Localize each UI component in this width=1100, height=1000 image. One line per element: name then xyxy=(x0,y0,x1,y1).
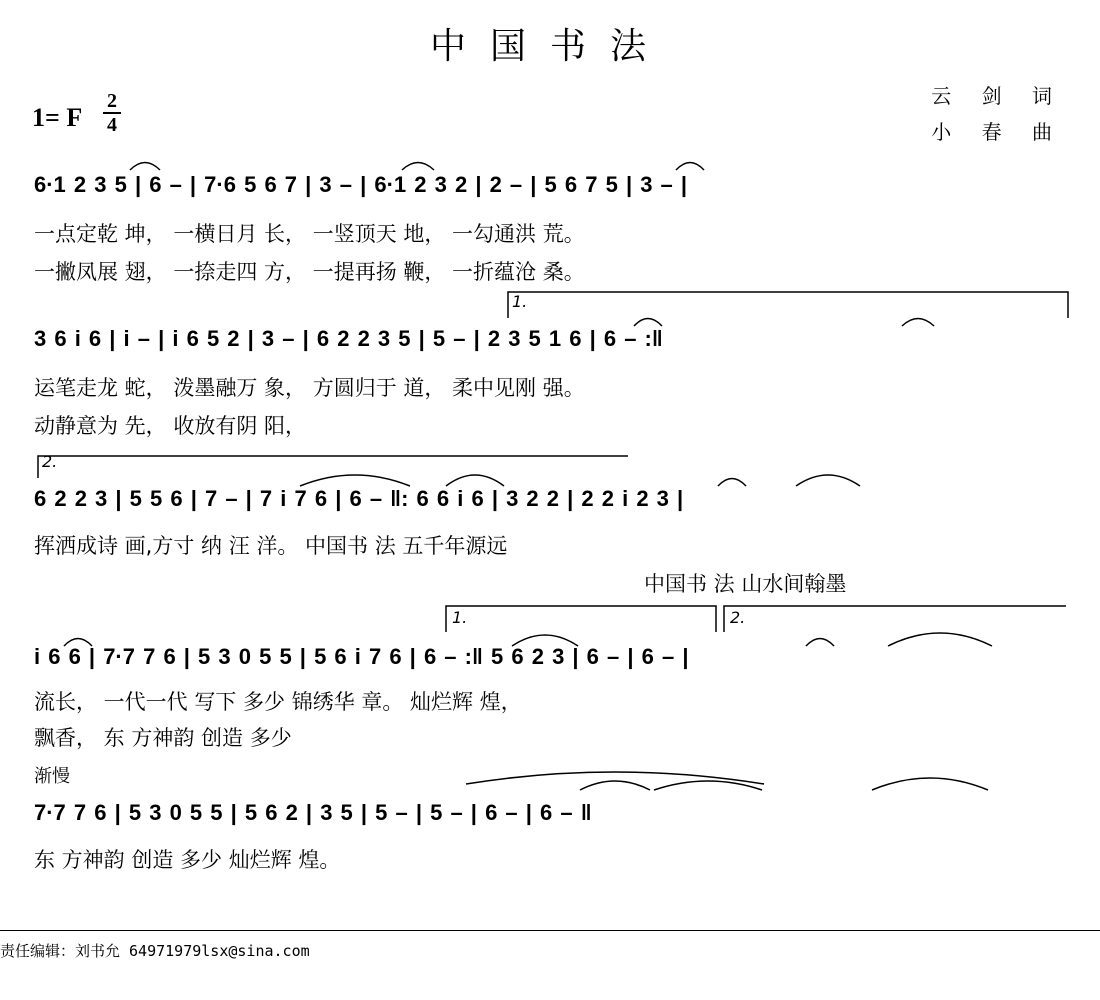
lyrics-system-2-verse-1: 运笔走龙 蛇， 泼墨融万 象， 方圆归于 道， 柔中见刚 强。 xyxy=(34,376,585,400)
footer-divider xyxy=(0,930,1100,931)
slur-11 xyxy=(512,635,578,646)
volta-bracket-2 xyxy=(38,456,628,478)
notation-system-5: 7·7 7 6 | 5 3 0 5 5 | 5 6 2 | 3 5 | 5 – | 5 – | 6 – | 6 – ‖ xyxy=(34,800,592,825)
slur-6 xyxy=(300,475,410,486)
notation-system-3: 6 2 2 3 | 5 5 6 | 7 – | 7 i 7 6 | 6 – ‖: 6 6 i 6 | 3 2 2 | 2 2 i 2 3 | xyxy=(34,486,684,511)
time-signature-top: 2 xyxy=(107,90,117,112)
lyrics-system-4-verse-1: 流长， 一代一代 写下 多少 锦绣华 章。 灿烂辉 煌， xyxy=(34,690,522,714)
lyrics-system-1-verse-2: 一撇凤展 翅， 一捺走四 方， 一提再扬 鞭， 一折蕴沧 桑。 xyxy=(34,260,585,284)
volta-bracket-1 xyxy=(508,292,1068,318)
tempo-marking: 渐慢 xyxy=(34,766,70,787)
volta-2-label: 2. xyxy=(42,452,58,471)
lyrics-system-3-verse-2: 中国书 法 山水间翰墨 xyxy=(644,572,847,596)
slur-4 xyxy=(634,319,662,327)
slur-1 xyxy=(130,163,160,171)
volta-bracket-4 xyxy=(724,606,1066,632)
slur-8 xyxy=(718,479,746,487)
lyrics-system-4-verse-2: 飘香， 东 方神韵 创造 多少 xyxy=(34,726,292,750)
volta-1-label-system-4: 1. xyxy=(452,608,468,627)
notation-system-4: i 6 6 | 7·7 7 6 | 5 3 0 5 5 | 5 6 i 7 6 | 6 – :‖ 5 6 2 3 | 6 – | 6 – | xyxy=(34,644,689,669)
lyricist-credit: 云 剑 词 xyxy=(931,84,1064,108)
slur-9 xyxy=(796,475,860,486)
editor-credit: 责任编辑：刘书允 64971979lsx@sina.com xyxy=(0,942,310,960)
song-title: 中国书法 xyxy=(429,26,670,67)
lyrics-system-3-verse-1: 挥洒成诗 画,方寸 纳 汪 洋。 中国书 法 五千年源远 xyxy=(34,534,508,558)
time-signature-bottom: 4 xyxy=(107,114,117,136)
volta-bracket-3 xyxy=(446,606,716,632)
slur-10 xyxy=(64,639,92,647)
slur-5 xyxy=(902,319,934,327)
slur-17 xyxy=(872,778,988,790)
volta-1-label: 1. xyxy=(512,292,528,311)
key-signature: 1= F xyxy=(32,103,83,132)
slur-15 xyxy=(580,781,650,790)
composer-credit: 小 春 曲 xyxy=(931,120,1064,144)
lyrics-system-5-verse-1: 东 方神韵 创造 多少 灿烂辉 煌。 xyxy=(34,848,341,872)
slur-12 xyxy=(806,639,834,647)
volta-2-label-system-4: 2. xyxy=(730,608,746,627)
slur-14 xyxy=(466,772,764,784)
lyrics-system-2-verse-2: 动静意为 先， 收放有阴 阳， xyxy=(34,414,307,438)
lyrics-system-1-verse-1: 一点定乾 坤， 一横日月 长， 一竖顶天 地， 一勾通洪 荒。 xyxy=(34,222,585,246)
slur-7 xyxy=(446,475,504,486)
slur-16 xyxy=(654,781,762,790)
slur-3 xyxy=(676,163,704,171)
notation-system-2: 3 6 i 6 | i – | i 6 5 2 | 3 – | 6 2 2 3 5 | 5 – | 2 3 5 1 6 | 6 – :‖ xyxy=(34,326,663,351)
notation-system-1: 6·1 2 3 5 | 6 – | 7·6 5 6 7 | 3 – | 6·1 2 3 2 | 2 – | 5 6 7 5 | 3 – | xyxy=(34,172,688,197)
slur-2 xyxy=(402,163,434,171)
slur-13 xyxy=(888,633,992,646)
